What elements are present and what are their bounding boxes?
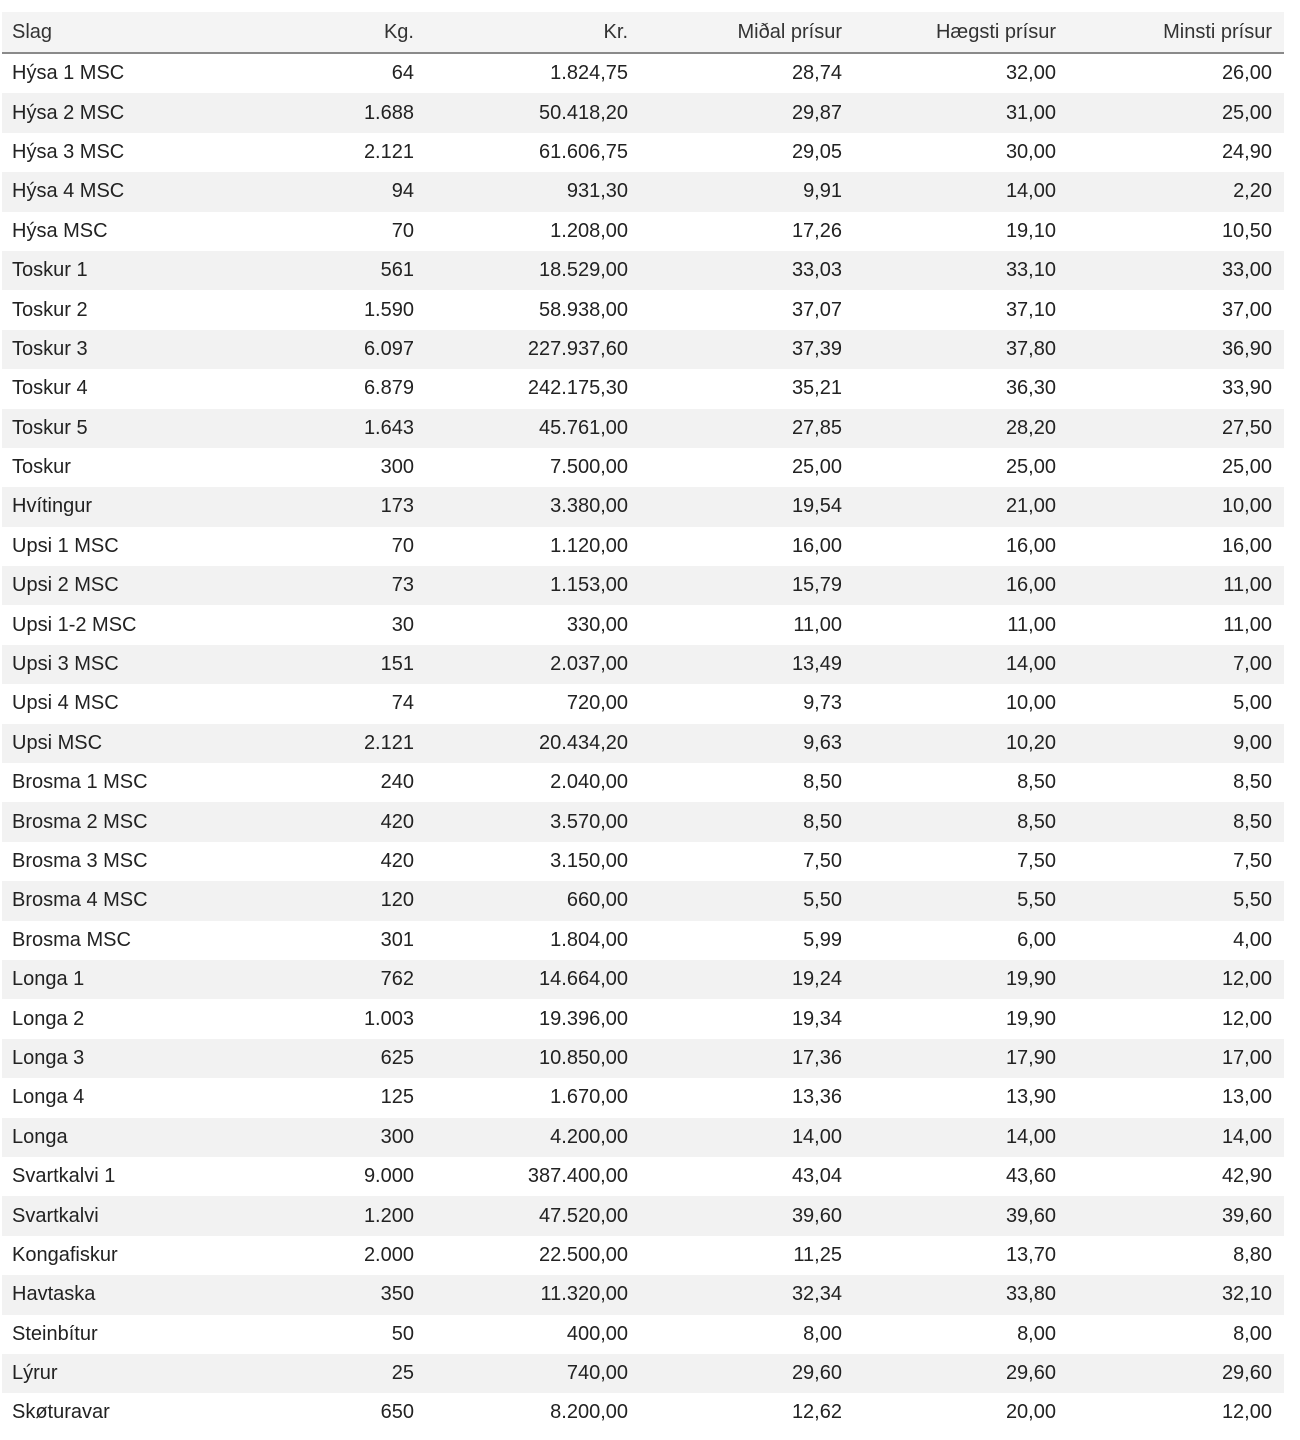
cell-kr: 10.850,00 <box>426 1039 640 1078</box>
cell-slag: Hýsa 1 MSC <box>12 62 125 85</box>
cell-min-price: 14,00 <box>1068 1118 1284 1157</box>
table-row <box>2 251 1284 290</box>
cell-avg-price: 29,60 <box>640 1354 854 1393</box>
cell-max-price: 32,00 <box>1005 62 1056 85</box>
table-row <box>2 1039 1284 1078</box>
cell-min-price: 8,00 <box>1233 1322 1272 1345</box>
cell-min-price: 8,50 <box>1233 771 1272 794</box>
cell-min-price: 33,00 <box>1068 251 1284 290</box>
cell-max-price: 37,10 <box>1005 298 1056 321</box>
cell-min-price: 5,50 <box>1068 881 1284 920</box>
cell-slag: Svartkalvi <box>2 1196 234 1235</box>
table-row <box>2 684 1284 723</box>
cell-kr: 1.120,00 <box>550 534 628 557</box>
cell-avg-price: 13,49 <box>640 645 854 684</box>
table-row <box>2 290 1284 329</box>
header-min-price[interactable]: Minsti prísur <box>1068 12 1284 53</box>
cell-avg-price: 37,39 <box>640 330 854 369</box>
cell-slag: Svartkalvi 1 <box>12 1165 116 1188</box>
table-row <box>2 93 1284 132</box>
cell-max-price: 16,00 <box>854 566 1068 605</box>
cell-slag: Upsi 4 MSC <box>12 692 119 715</box>
cell-min-price: 8,50 <box>1068 802 1284 841</box>
table-row <box>2 1315 1284 1354</box>
cell-max-price: 28,20 <box>854 409 1068 448</box>
cell-max-price: 11,00 <box>1007 613 1056 636</box>
cell-min-price: 5,00 <box>1233 692 1272 715</box>
cell-slag: Upsi 1 MSC <box>12 534 119 557</box>
cell-kg: 125 <box>380 1086 414 1109</box>
cell-slag: Longa 3 <box>2 1039 234 1078</box>
cell-min-price: 27,50 <box>1068 409 1284 448</box>
cell-max-price: 14,00 <box>854 172 1068 211</box>
cell-min-price: 12,00 <box>1221 1007 1272 1030</box>
table-header <box>2 12 1284 53</box>
table-row <box>2 448 1284 487</box>
cell-max-price: 43,60 <box>1005 1165 1056 1188</box>
cell-min-price: 9,00 <box>1068 724 1284 763</box>
cell-kg: 301 <box>380 928 414 951</box>
cell-kr: 61.606,75 <box>539 140 628 163</box>
header-slag[interactable]: Slag <box>2 12 234 53</box>
cell-min-price: 37,00 <box>1221 298 1272 321</box>
cell-max-price: 7,50 <box>1017 850 1056 872</box>
cell-avg-price: 19,24 <box>640 960 854 999</box>
cell-max-price: 8,00 <box>1017 1322 1056 1345</box>
cell-min-price: 24,90 <box>1221 140 1272 163</box>
cell-slag: Longa 2 <box>12 1007 85 1030</box>
cell-slag: Hýsa 2 MSC <box>2 93 234 132</box>
cell-kg: 6.097 <box>234 330 426 369</box>
cell-kg: 420 <box>380 850 414 872</box>
cell-kg: 94 <box>234 172 426 211</box>
table-row <box>2 999 1284 1038</box>
cell-kr: 19.396,00 <box>539 1007 628 1030</box>
header-avg-price[interactable]: Miðal prísur <box>640 12 854 53</box>
cell-avg-price: 13,36 <box>791 1086 842 1109</box>
cell-kg: 151 <box>234 645 426 684</box>
cell-max-price: 10,20 <box>854 724 1068 763</box>
cell-avg-price: 5,99 <box>803 928 842 951</box>
cell-avg-price: 5,50 <box>640 881 854 920</box>
cell-kr: 7.500,00 <box>550 456 628 479</box>
cell-kr: 740,00 <box>426 1354 640 1393</box>
header-max-price[interactable]: Hægsti prísur <box>854 12 1068 53</box>
cell-slag: Hýsa 4 MSC <box>2 172 234 211</box>
table-row <box>2 921 1284 960</box>
cell-avg-price: 28,74 <box>791 62 842 85</box>
table-row <box>2 212 1284 251</box>
table-row <box>2 369 1284 408</box>
cell-kr: 660,00 <box>426 881 640 920</box>
cell-kg: 762 <box>234 960 426 999</box>
table-row <box>2 487 1284 526</box>
cell-slag: Toskur <box>12 456 71 479</box>
cell-avg-price: 37,07 <box>791 298 842 321</box>
cell-max-price: 33,80 <box>854 1275 1068 1314</box>
cell-avg-price: 27,85 <box>640 409 854 448</box>
cell-max-price: 5,50 <box>854 881 1068 920</box>
cell-kg: 240 <box>380 771 414 794</box>
cell-max-price: 19,90 <box>854 960 1068 999</box>
cell-max-price: 39,60 <box>854 1196 1068 1235</box>
cell-slag: Upsi 3 MSC <box>2 645 234 684</box>
cell-kr: 11.320,00 <box>426 1275 640 1314</box>
cell-max-price: 10,00 <box>1005 692 1056 715</box>
cell-kg: 561 <box>234 251 426 290</box>
cell-avg-price: 11,25 <box>793 1243 842 1266</box>
table-row <box>2 1196 1284 1235</box>
cell-slag: Brosma MSC <box>12 928 131 951</box>
table-row <box>2 605 1284 644</box>
cell-kg: 73 <box>234 566 426 605</box>
cell-max-price: 17,90 <box>854 1039 1068 1078</box>
cell-avg-price: 12,62 <box>791 1401 842 1424</box>
cell-min-price: 10,00 <box>1068 487 1284 526</box>
cell-kg: 173 <box>234 487 426 526</box>
cell-slag: Longa 1 <box>2 960 234 999</box>
cell-kg: 300 <box>234 1118 426 1157</box>
cell-kr: 227.937,60 <box>426 330 640 369</box>
cell-kg: 1.200 <box>234 1196 426 1235</box>
cell-kr: 1.670,00 <box>550 1086 628 1109</box>
cell-max-price: 13,70 <box>1005 1243 1056 1266</box>
cell-slag: Brosma 1 MSC <box>12 771 148 794</box>
table-row <box>2 724 1284 763</box>
cell-slag: Upsi 2 MSC <box>2 566 234 605</box>
cell-kr: 720,00 <box>566 692 628 715</box>
cell-slag: Kongafiskur <box>12 1243 118 1266</box>
cell-kr: 50.418,20 <box>426 93 640 132</box>
cell-slag: Hýsa MSC <box>12 219 108 242</box>
cell-min-price: 39,60 <box>1068 1196 1284 1235</box>
table-row <box>2 802 1284 841</box>
price-table <box>2 12 1284 1433</box>
cell-slag: Skøturavar <box>12 1401 110 1424</box>
cell-min-price: 36,90 <box>1068 330 1284 369</box>
table-row <box>2 960 1284 999</box>
cell-min-price: 29,60 <box>1068 1354 1284 1393</box>
cell-min-price: 4,00 <box>1233 928 1272 951</box>
cell-kr: 47.520,00 <box>426 1196 640 1235</box>
cell-avg-price: 16,00 <box>791 534 842 557</box>
cell-slag: Toskur 5 <box>2 409 234 448</box>
cell-slag: Toskur 2 <box>12 298 88 321</box>
table-row <box>2 1118 1284 1157</box>
cell-min-price: 26,00 <box>1221 62 1272 85</box>
cell-max-price: 8,50 <box>854 802 1068 841</box>
cell-kr: 1.153,00 <box>426 566 640 605</box>
cell-avg-price: 9,91 <box>640 172 854 211</box>
cell-kg: 1.688 <box>234 93 426 132</box>
cell-max-price: 29,60 <box>854 1354 1068 1393</box>
cell-max-price: 14,00 <box>854 1118 1068 1157</box>
cell-slag: Toskur 4 <box>12 377 88 400</box>
cell-slag: Hvítingur <box>2 487 234 526</box>
cell-slag: Lýrur <box>2 1354 234 1393</box>
cell-kr: 3.380,00 <box>426 487 640 526</box>
cell-kg: 50 <box>391 1322 414 1345</box>
cell-kg: 30 <box>391 613 414 636</box>
cell-max-price: 8,50 <box>1017 771 1056 794</box>
cell-kg: 74 <box>391 692 414 715</box>
table-row <box>2 527 1284 566</box>
table-row <box>2 330 1284 369</box>
cell-min-price: 25,00 <box>1068 93 1284 132</box>
table-row <box>2 763 1284 802</box>
cell-kr: 58.938,00 <box>539 298 628 321</box>
table-row <box>2 409 1284 448</box>
cell-max-price: 13,90 <box>1005 1086 1056 1109</box>
cell-kr: 22.500,00 <box>539 1243 628 1266</box>
cell-kr: 3.570,00 <box>426 802 640 841</box>
cell-kg: 70 <box>391 219 414 242</box>
header-kg[interactable]: Kg. <box>234 12 426 53</box>
table-row <box>2 881 1284 920</box>
cell-avg-price: 43,04 <box>791 1165 842 1188</box>
cell-avg-price: 29,87 <box>640 93 854 132</box>
cell-kg: 625 <box>234 1039 426 1078</box>
cell-kg: 9.000 <box>363 1165 414 1188</box>
cell-slag: Brosma 2 MSC <box>2 802 234 841</box>
cell-kr: 2.040,00 <box>550 771 628 794</box>
cell-avg-price: 8,50 <box>803 771 842 794</box>
cell-min-price: 12,00 <box>1221 1401 1272 1424</box>
cell-max-price: 14,00 <box>854 645 1068 684</box>
header-row <box>2 12 1284 53</box>
cell-kg: 25 <box>234 1354 426 1393</box>
cell-kg: 650 <box>380 1401 414 1424</box>
cell-kg: 120 <box>234 881 426 920</box>
table-body <box>2 53 1284 1433</box>
cell-avg-price: 9,73 <box>803 692 842 715</box>
cell-kr: 1.208,00 <box>550 219 628 242</box>
cell-kr: 931,30 <box>426 172 640 211</box>
cell-kg: 6.879 <box>363 377 414 400</box>
cell-kr: 2.037,00 <box>426 645 640 684</box>
cell-avg-price: 8,00 <box>803 1322 842 1345</box>
cell-kr: 242.175,30 <box>527 377 628 400</box>
cell-min-price: 7,00 <box>1068 645 1284 684</box>
table-row <box>2 645 1284 684</box>
table-row <box>2 133 1284 172</box>
cell-kr: 330,00 <box>566 613 628 636</box>
cell-max-price: 33,10 <box>854 251 1068 290</box>
cell-avg-price: 29,05 <box>791 140 842 163</box>
cell-kr: 387.400,00 <box>527 1165 628 1188</box>
cell-max-price: 16,00 <box>1005 534 1056 557</box>
cell-max-price: 21,00 <box>854 487 1068 526</box>
cell-min-price: 10,50 <box>1221 219 1272 242</box>
cell-min-price: 33,90 <box>1221 377 1272 400</box>
cell-kr: 14.664,00 <box>426 960 640 999</box>
cell-avg-price: 17,26 <box>791 219 842 242</box>
table-row <box>2 172 1284 211</box>
cell-kg: 2.000 <box>363 1243 414 1266</box>
cell-kg: 350 <box>234 1275 426 1314</box>
cell-slag: Havtaska <box>2 1275 234 1314</box>
cell-kg: 2.121 <box>363 140 414 163</box>
cell-min-price: 16,00 <box>1221 534 1272 557</box>
cell-max-price: 30,00 <box>1005 140 1056 163</box>
cell-min-price: 32,10 <box>1068 1275 1284 1314</box>
cell-kr: 1.824,75 <box>550 62 628 85</box>
cell-avg-price: 11,00 <box>793 613 842 636</box>
cell-kg: 300 <box>380 456 414 479</box>
cell-slag: Toskur 1 <box>2 251 234 290</box>
cell-min-price: 8,80 <box>1233 1243 1272 1266</box>
cell-max-price: 19,90 <box>1005 1007 1056 1030</box>
cell-kr: 8.200,00 <box>550 1401 628 1424</box>
cell-kg: 64 <box>391 62 414 85</box>
table-row <box>2 1354 1284 1393</box>
cell-avg-price: 32,34 <box>640 1275 854 1314</box>
table-row <box>2 1157 1284 1196</box>
cell-kg: 1.590 <box>363 298 414 321</box>
cell-slag: Brosma 4 MSC <box>2 881 234 920</box>
cell-kr: 20.434,20 <box>426 724 640 763</box>
cell-avg-price: 15,79 <box>640 566 854 605</box>
cell-kr: 4.200,00 <box>426 1118 640 1157</box>
table-row <box>2 1236 1284 1275</box>
cell-kg: 1.003 <box>363 1007 414 1030</box>
cell-avg-price: 7,50 <box>803 850 842 872</box>
cell-max-price: 31,00 <box>854 93 1068 132</box>
table-row <box>2 842 1284 881</box>
cell-kr: 1.804,00 <box>550 928 628 951</box>
cell-max-price: 20,00 <box>1005 1401 1056 1424</box>
price-table-container <box>2 12 1284 1433</box>
cell-avg-price: 35,21 <box>791 377 842 400</box>
cell-min-price: 11,00 <box>1223 613 1272 636</box>
cell-kg: 420 <box>234 802 426 841</box>
cell-slag: Upsi 1-2 MSC <box>12 613 137 636</box>
cell-min-price: 7,50 <box>1233 850 1272 872</box>
cell-avg-price: 19,54 <box>640 487 854 526</box>
cell-min-price: 17,00 <box>1068 1039 1284 1078</box>
cell-max-price: 36,30 <box>1005 377 1056 400</box>
table-row <box>2 1078 1284 1117</box>
cell-slag: Steinbítur <box>12 1322 98 1345</box>
cell-avg-price: 9,63 <box>640 724 854 763</box>
cell-avg-price: 25,00 <box>791 456 842 479</box>
cell-slag: Longa <box>2 1118 234 1157</box>
cell-kg: 1.643 <box>234 409 426 448</box>
cell-kr: 18.529,00 <box>426 251 640 290</box>
cell-slag: Upsi MSC <box>2 724 234 763</box>
cell-slag: Hýsa 3 MSC <box>12 140 125 163</box>
cell-min-price: 12,00 <box>1068 960 1284 999</box>
cell-max-price: 6,00 <box>1017 928 1056 951</box>
cell-avg-price: 14,00 <box>640 1118 854 1157</box>
table-row <box>2 1393 1284 1432</box>
cell-avg-price: 17,36 <box>640 1039 854 1078</box>
cell-slag: Longa 4 <box>12 1086 85 1109</box>
cell-kg: 70 <box>391 534 414 557</box>
cell-min-price: 25,00 <box>1221 456 1272 479</box>
cell-avg-price: 8,50 <box>640 802 854 841</box>
cell-max-price: 19,10 <box>1005 219 1056 242</box>
table-row <box>2 566 1284 605</box>
table-row <box>2 1275 1284 1314</box>
table-row <box>2 53 1284 93</box>
cell-avg-price: 39,60 <box>640 1196 854 1235</box>
cell-max-price: 25,00 <box>1005 456 1056 479</box>
cell-min-price: 13,00 <box>1221 1086 1272 1109</box>
cell-avg-price: 33,03 <box>640 251 854 290</box>
cell-kr: 3.150,00 <box>550 850 628 872</box>
cell-slag: Brosma 3 MSC <box>12 850 148 872</box>
cell-min-price: 11,00 <box>1068 566 1284 605</box>
header-kr[interactable]: Kr. <box>426 12 640 53</box>
cell-slag: Toskur 3 <box>2 330 234 369</box>
cell-min-price: 2,20 <box>1068 172 1284 211</box>
cell-kr: 400,00 <box>566 1322 628 1345</box>
cell-kg: 2.121 <box>234 724 426 763</box>
cell-kr: 45.761,00 <box>426 409 640 448</box>
cell-avg-price: 19,34 <box>791 1007 842 1030</box>
cell-max-price: 37,80 <box>854 330 1068 369</box>
cell-min-price: 42,90 <box>1221 1165 1272 1188</box>
